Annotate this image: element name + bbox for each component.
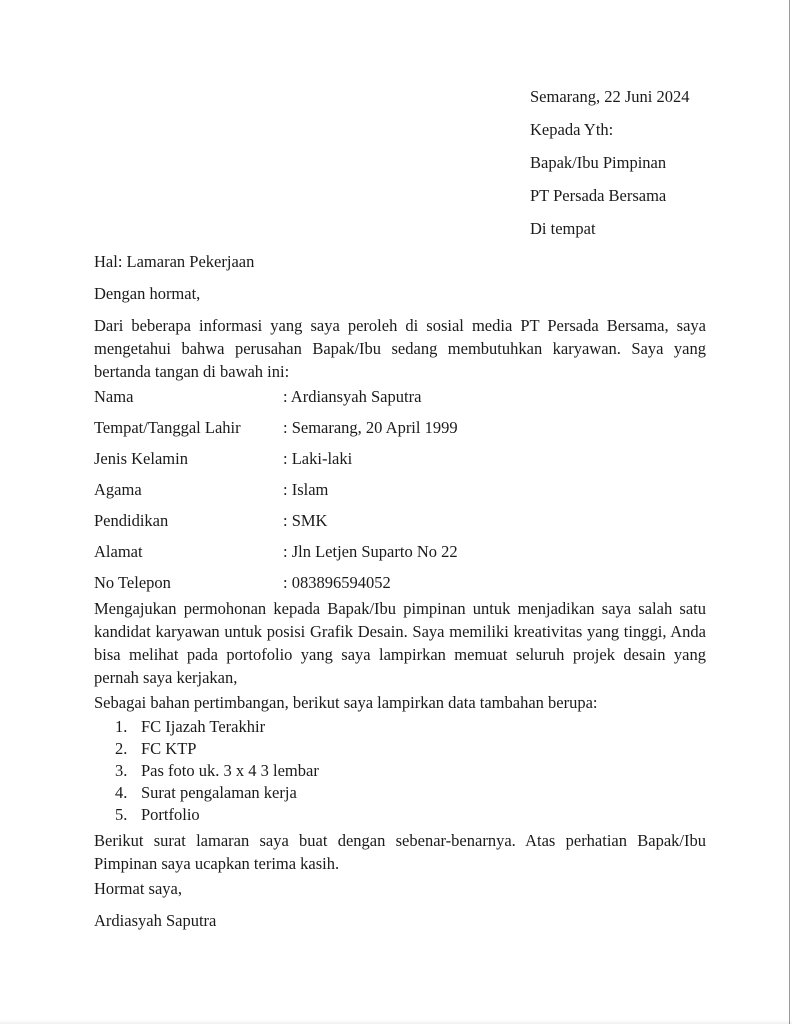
data-row-pendidikan	[94, 509, 706, 532]
attachment-list	[94, 716, 706, 826]
paragraph-closing: Berikut surat lamaran saya buat dengan sebenar-benarnya. Atas perhatian Bapak/Ibu Pimpinan saya ucapkan terima kasih.	[94, 831, 706, 873]
paragraph-intro: Dari beberapa informasi yang saya peroleh di sosial media PT Persada Bersama, saya mengetahui bahwa perusahan Bapak/Ibu sedang membutuhkan karyawan. Saya yang bertanda tangan di bawah ini:	[94, 316, 706, 381]
data-label: Pendidikan	[94, 511, 169, 530]
list-number: 1.	[115, 717, 128, 736]
data-value: : Laki-laki	[283, 449, 353, 468]
list-text: FC Ijazah Terakhir	[141, 717, 266, 736]
list-text: Pas foto uk. 3 x 4 3 lembar	[141, 761, 319, 780]
list-number: 4.	[115, 783, 128, 802]
paragraph-application: Mengajukan permohonan kepada Bapak/Ibu pimpinan untuk menjadikan saya salah satu kandidat karyawan untuk posisi Grafik Desain. Saya memiliki kreativitas yang tinggi, Anda bisa melihat pada portofolio yang saya lampirkan memuat seluruh projek desain yang pernah saya kerjakan,	[94, 599, 706, 687]
list-text: Surat pengalaman kerja	[141, 783, 297, 802]
attachment-item	[115, 804, 706, 826]
data-value: : Islam	[283, 480, 329, 499]
scan-bottom-shadow	[0, 1020, 792, 1024]
data-label: Tempat/Tanggal Lahir	[94, 418, 241, 437]
list-number: 2.	[115, 739, 128, 758]
recipient-company: PT Persada Bersama	[530, 186, 667, 205]
list-number: 3.	[115, 761, 128, 780]
data-value: : Ardiansyah Saputra	[283, 387, 422, 406]
letter-header	[530, 85, 706, 240]
data-label: Agama	[94, 480, 142, 499]
recipient-place: Di tempat	[530, 219, 596, 238]
recipient-salutation: Kepada Yth:	[530, 120, 614, 139]
closing-salutation: Hormat saya,	[94, 879, 182, 898]
data-value: : SMK	[283, 511, 328, 530]
scan-edge-line	[789, 0, 790, 1024]
list-number: 5.	[115, 805, 128, 824]
data-label: No Telepon	[94, 573, 171, 592]
data-value: : Jln Letjen Suparto No 22	[283, 542, 458, 561]
attachment-item	[115, 738, 706, 760]
data-row-telepon	[94, 571, 706, 594]
data-label: Alamat	[94, 542, 143, 561]
subject-line: Hal: Lamaran Pekerjaan	[94, 252, 255, 271]
data-row-jenis-kelamin	[94, 447, 706, 470]
list-text: Portfolio	[141, 805, 200, 824]
data-row-alamat	[94, 540, 706, 563]
data-row-nama	[94, 385, 706, 408]
data-label: Jenis Kelamin	[94, 449, 188, 468]
signature-name: Ardiasyah Saputra	[94, 911, 217, 930]
personal-data-table	[94, 385, 706, 594]
list-text: FC KTP	[141, 739, 197, 758]
data-value: : Semarang, 20 April 1999	[283, 418, 458, 437]
attachment-item	[115, 782, 706, 804]
recipient-name: Bapak/Ibu Pimpinan	[530, 153, 667, 172]
letter-date: Semarang, 22 Juni 2024	[530, 87, 690, 106]
data-label: Nama	[94, 387, 134, 406]
data-row-ttl	[94, 416, 706, 439]
attachment-item	[115, 760, 706, 782]
paragraph-attachments-intro: Sebagai bahan pertimbangan, berikut saya lampirkan data tambahan berupa:	[94, 693, 598, 712]
attachment-item	[115, 716, 706, 738]
data-row-agama	[94, 478, 706, 501]
data-value: : 083896594052	[283, 573, 391, 592]
opening-salutation: Dengan hormat,	[94, 284, 201, 303]
